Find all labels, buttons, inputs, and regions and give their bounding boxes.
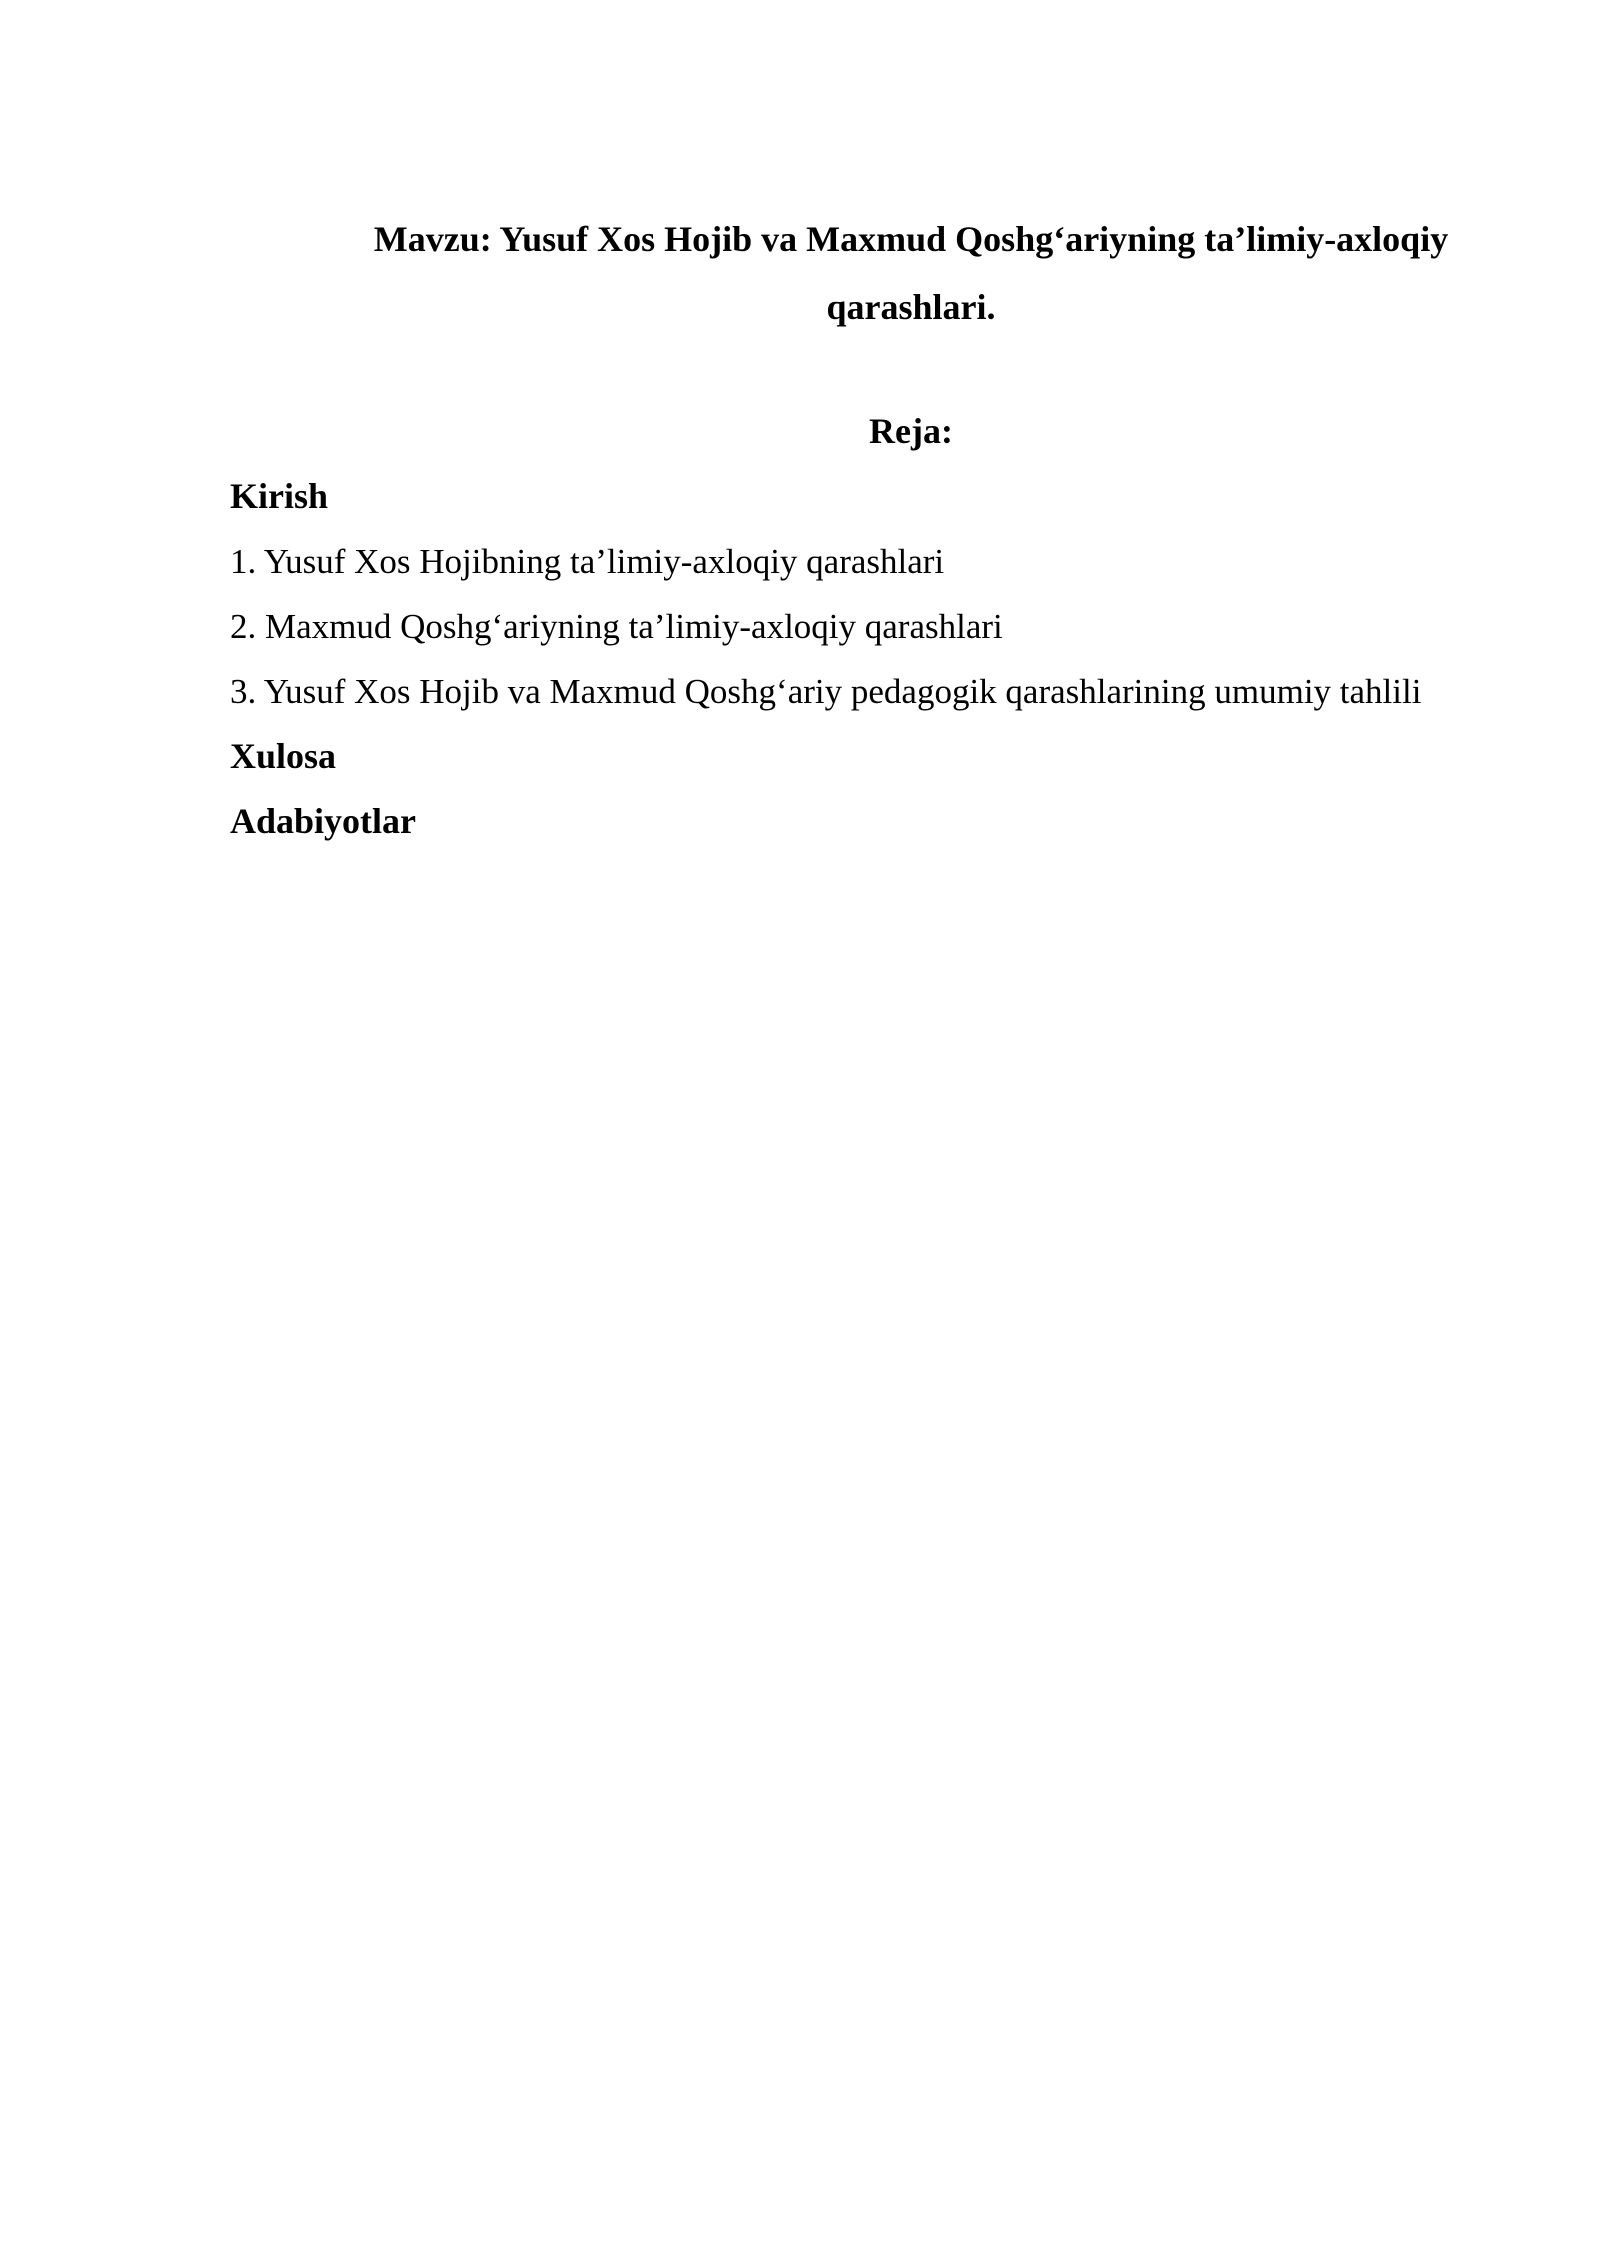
document-title [230, 205, 1488, 341]
page-content [230, 205, 1488, 854]
plan-item-2: 2. Maxmud Qoshg‘ariyning ta’limiy-axloqiy qarashlari [230, 607, 1003, 646]
plan-item-1: 1. Yusuf Xos Hojibning ta’limiy-axloqiy qarashlari [230, 542, 945, 581]
plan-item-3: 3. Yusuf Xos Hojib va Maxmud Qoshg‘ariy pedagogik qarashlarining umumiy tahlili [230, 672, 1422, 711]
plan-heading: Reja: [869, 411, 953, 451]
plan-item-conclusion: Xulosa [230, 736, 337, 776]
title-line-2: qarashlari. [826, 287, 996, 327]
plan-item-references: Adabiyotlar [230, 801, 417, 841]
title-line-1: Mavzu: Yusuf Xos Hojib va Maxmud Qoshg‘ariyning ta’limiy-axloqiy [373, 219, 1449, 259]
plan-list [230, 464, 1488, 854]
plan-item-introduction: Kirish [230, 476, 329, 516]
